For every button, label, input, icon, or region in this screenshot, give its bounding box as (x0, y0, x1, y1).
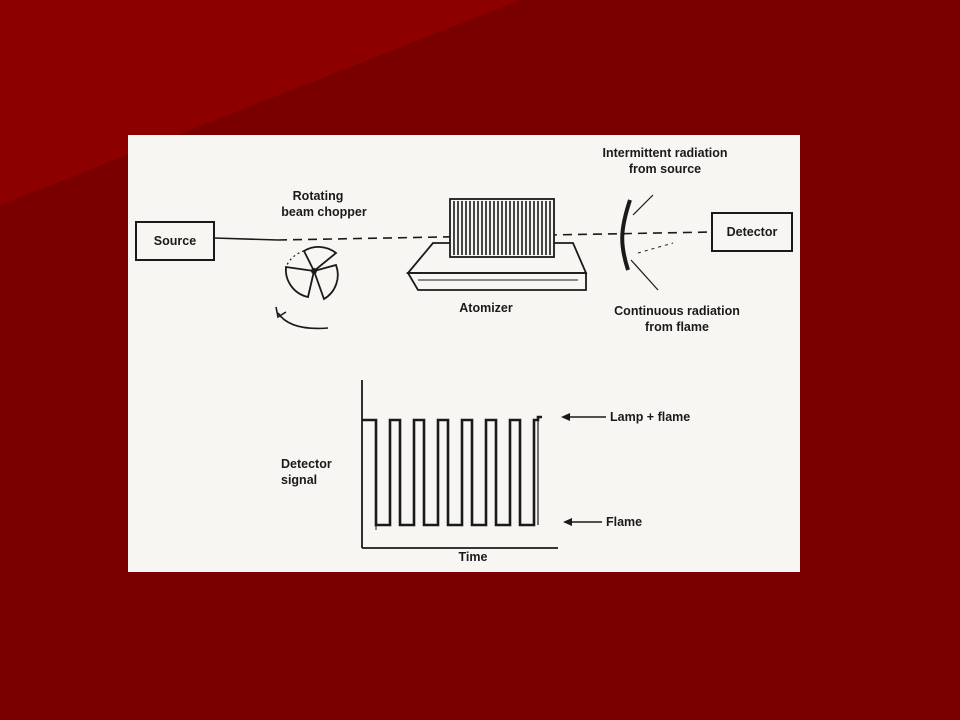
signal-label-line2: signal (281, 473, 318, 487)
atomizer-label: Atomizer (459, 301, 513, 315)
chopper-label-line2: beam chopper (281, 205, 367, 219)
beam-chopper (276, 189, 367, 328)
signal-label-line1: Detector (281, 457, 332, 471)
rotation-arrow (278, 313, 328, 328)
diagram-figure (128, 135, 800, 572)
time-label: Time (458, 550, 488, 564)
square-wave-signal (362, 417, 542, 525)
intermittent-label-line1: Intermittent radiation (602, 146, 728, 160)
atomizer (408, 199, 586, 315)
signal-plot (281, 380, 690, 564)
flame-grid (450, 199, 554, 257)
source-label: Source (153, 234, 197, 248)
source-box (136, 222, 214, 260)
lamp-flame-label: Lamp + flame (610, 410, 691, 424)
detector-box (712, 213, 792, 251)
continuous-label-line2: from flame (645, 320, 709, 334)
chopper-label-line1: Rotating (292, 189, 344, 203)
detector-label: Detector (726, 225, 778, 239)
intermittent-label-line2: from source (628, 162, 702, 176)
continuous-label-line1: Continuous radiation (614, 304, 740, 318)
chopper-blades (286, 247, 338, 299)
flame-label: Flame (606, 515, 643, 529)
lens (622, 195, 673, 290)
